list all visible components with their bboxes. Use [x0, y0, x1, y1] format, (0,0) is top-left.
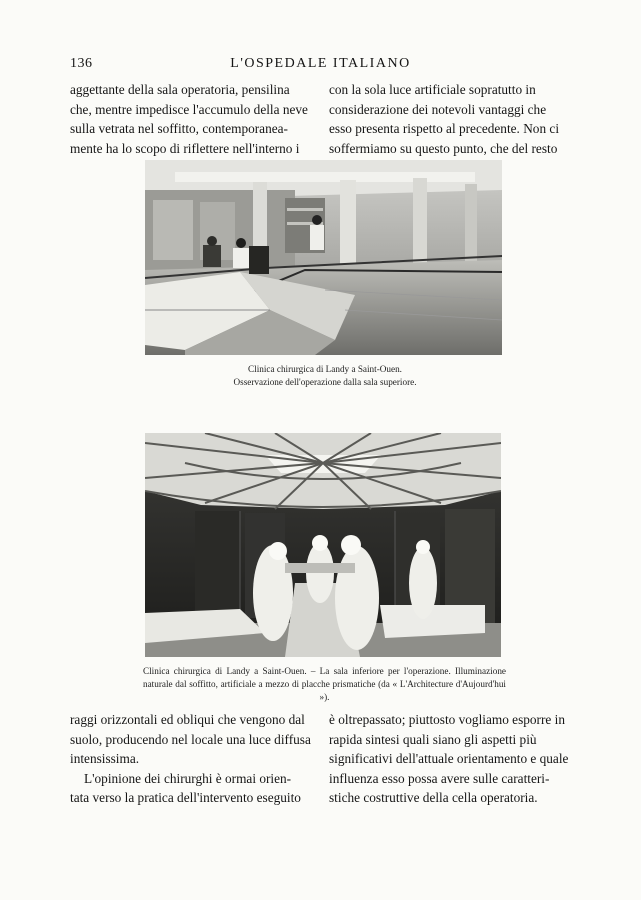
figure2-caption: Clinica chirurgica di Landy a Saint-Ouen. – La sala inferiore per l'operazione. Illuminazione naturale dal soffitto, artificiale a mezzo di placche prismatiche (da « L'Architecture d'Aujourd'hui »). — [143, 666, 506, 702]
text-line: significativi dell'attuale orientamento e quale — [329, 751, 569, 766]
text-line: aggettante della sala operatoria, pensilina — [70, 82, 290, 97]
caption-line: Clinica chirurgica di Landy a Saint-Ouen. — [248, 364, 402, 374]
text-line: influenza esso possa avere sulle caratteri- — [329, 770, 550, 786]
text-line: sulla vetrata nel soffitto, contemporanea- — [70, 121, 288, 136]
text-line: intensissima. — [70, 751, 140, 766]
figure1-caption — [180, 363, 470, 389]
text-line: è oltrepassato; piuttosto vogliamo esporre in — [329, 712, 565, 727]
text-line: con la sola luce artificiale sopratutto in — [329, 82, 536, 97]
text-line: rapida sintesi quali siano gli aspetti più — [329, 731, 537, 747]
text-line: mente ha lo scopo di riflettere nell'interno i — [70, 140, 300, 156]
bottom-left-column — [70, 710, 319, 808]
text-line: tata verso la pratica dell'intervento eseguito — [70, 790, 301, 805]
text-line: considerazione dei notevoli vantaggi che — [329, 101, 547, 117]
text-line: L'opinione dei chirurghi è ormai orien- — [84, 770, 292, 786]
text-line: suolo, producendo nel locale una luce diffusa — [70, 731, 311, 747]
text-line: esso presenta rispetto al precedente. Non ci — [329, 121, 560, 136]
text-line: che, mentre impedisce l'accumulo della neve — [70, 101, 308, 117]
top-right-column — [329, 80, 578, 158]
running-head: L'OSPEDALE ITALIANO — [230, 56, 411, 71]
page-number: 136 — [70, 56, 93, 71]
text-line: soffermiamo su questo punto, che del resto — [329, 140, 558, 156]
text-line: raggi orizzontali ed obliqui che vengono dal — [70, 712, 305, 727]
bottom-right-column — [329, 710, 578, 808]
photo-observation-gallery — [145, 160, 502, 355]
photo-operating-room — [145, 433, 501, 657]
caption-line: Osservazione dell'operazione dalla sala superiore. — [233, 377, 417, 387]
top-left-column — [70, 80, 320, 158]
text-line: stiche costruttive della cella operatoria. — [329, 790, 538, 805]
